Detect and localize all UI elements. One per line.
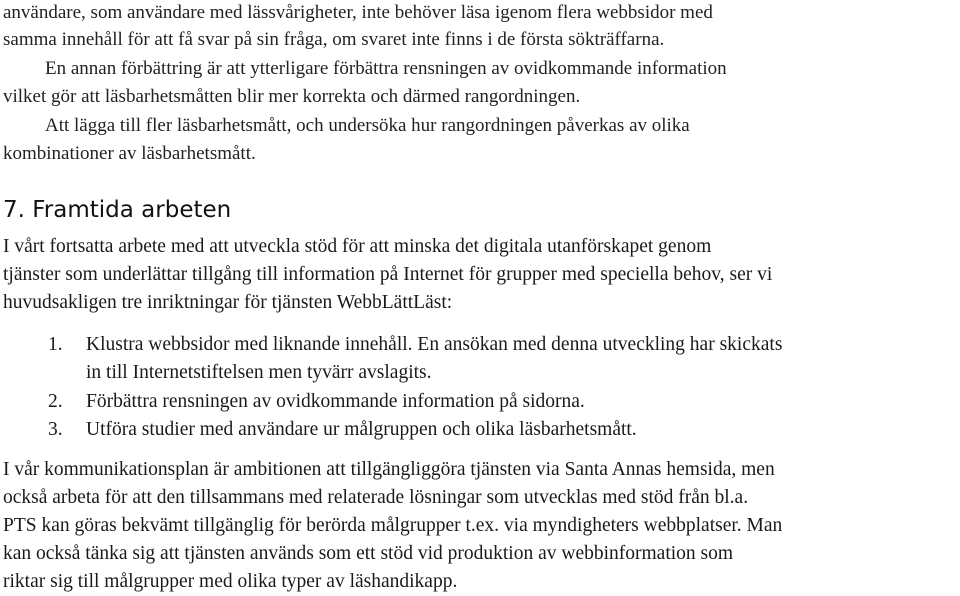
list-item-number: 2. <box>48 391 63 412</box>
list-item-text: Klustra webbsidor med liknande innehåll. En ansökan med denna utveckling har skickats <box>86 334 783 355</box>
intro-line: samma innehåll för att få svar på sin fråga, om svaret inte finns i de första sökträffarna. <box>3 29 665 50</box>
paragraph-line: också arbeta för att den tillsammans med relaterade lösningar som utvecklas med stöd från bl.a. <box>3 487 749 508</box>
section-heading: 7. Framtida arbeten <box>3 197 232 223</box>
intro-line: användare, som användare med lässvårigheter, inte behöver läsa igenom flera webbsidor med <box>3 2 713 23</box>
intro-line: kombinationer av läsbarhetsmått. <box>3 143 256 164</box>
list-item-number: 1. <box>48 334 63 355</box>
paragraph-line: I vår kommunikationsplan är ambitionen att tillgängliggöra tjänsten via Santa Annas hemsida, men <box>3 459 775 480</box>
list-item-text: Förbättra rensningen av ovidkommande information på sidorna. <box>86 391 585 412</box>
paragraph-line: huvudsakligen tre inriktningar för tjänsten WebbLättLäst: <box>3 292 453 313</box>
paragraph-line: kan också tänka sig att tjänsten används som ett stöd vid produktion av webbinformation som <box>3 543 734 564</box>
list-item-text: Utföra studier med användare ur målgruppen och olika läsbarhetsmått. <box>86 419 637 440</box>
intro-line: vilket gör att läsbarhetsmåtten blir mer korrekta och därmed rangordningen. <box>3 86 581 107</box>
intro-line: En annan förbättring är att ytterligare förbättra rensningen av ovidkommande information <box>45 58 727 79</box>
paragraph-line: tjänster som underlättar tillgång till information på Internet för grupper med speciella behov, ser vi <box>3 264 773 285</box>
intro-line: Att lägga till fler läsbarhetsmått, och undersöka hur rangordningen påverkas av olika <box>45 115 690 136</box>
paragraph-line: I vårt fortsatta arbete med att utveckla stöd för att minska det digitala utanförskapet genom <box>3 236 712 257</box>
list-item-text: in till Internetstiftelsen men tyvärr avslagits. <box>86 362 432 383</box>
paragraph-line: riktar sig till målgrupper med olika typer av läshandikapp. <box>3 571 458 592</box>
list-item-number: 3. <box>48 419 63 440</box>
paragraph-line: PTS kan göras bekvämt tillgänglig för berörda målgrupper t.ex. via myndigheters webbplatser. Man <box>3 515 783 536</box>
